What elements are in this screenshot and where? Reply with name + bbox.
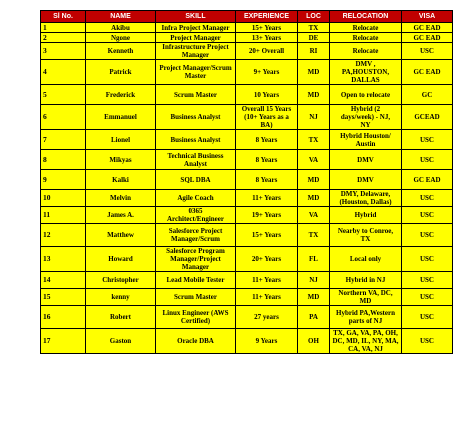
table-row [41, 247, 453, 272]
cell-loc[interactable]: DE [298, 33, 330, 43]
cell-relocation[interactable]: Hybrid (2 days/week) - NJ, NY [330, 105, 402, 130]
table-row [41, 150, 453, 170]
cell-visa[interactable]: USC [402, 43, 453, 60]
table-row [41, 85, 453, 105]
cell-skill[interactable]: Oracle DBA [156, 329, 236, 354]
table-row [41, 329, 453, 354]
cell-visa[interactable]: USC [402, 306, 453, 329]
cell-skill[interactable]: Agile Coach [156, 190, 236, 207]
cell-visa[interactable]: USC [402, 150, 453, 170]
header-row [41, 11, 453, 23]
cell-experience[interactable]: 27 years [236, 306, 298, 329]
cell-name[interactable]: Emmanuel [86, 105, 156, 130]
cell-sl-no[interactable]: 7 [41, 130, 86, 150]
cell-skill[interactable]: Infra Project Manager [156, 23, 236, 33]
cell-experience[interactable]: 15+ Years [236, 23, 298, 33]
header-loc[interactable]: LOC [298, 11, 330, 23]
cell-sl-no[interactable]: 13 [41, 247, 86, 272]
table-row [41, 33, 453, 43]
cell-loc[interactable]: NJ [298, 105, 330, 130]
cell-loc[interactable]: MD [298, 190, 330, 207]
cell-sl-no[interactable]: 16 [41, 306, 86, 329]
candidate-spreadsheet [40, 10, 452, 354]
cell-sl-no[interactable]: 9 [41, 170, 86, 190]
cell-experience[interactable]: 11+ Years [236, 272, 298, 289]
cell-experience[interactable]: 11+ Years [236, 190, 298, 207]
table-row [41, 170, 453, 190]
cell-sl-no[interactable]: 11 [41, 207, 86, 224]
cell-experience[interactable]: 9 Years [236, 329, 298, 354]
cell-name[interactable]: Patrick [86, 60, 156, 85]
cell-sl-no[interactable]: 4 [41, 60, 86, 85]
cell-name[interactable]: Melvin [86, 190, 156, 207]
cell-loc[interactable]: PA [298, 306, 330, 329]
cell-name[interactable]: Mikyas [86, 150, 156, 170]
cell-skill[interactable]: Scrum Master [156, 289, 236, 306]
cell-loc[interactable]: OH [298, 329, 330, 354]
cell-sl-no[interactable]: 2 [41, 33, 86, 43]
cell-visa[interactable]: USC [402, 207, 453, 224]
header-experience[interactable]: EXPERIENCE [236, 11, 298, 23]
cell-name[interactable]: kenny [86, 289, 156, 306]
cell-relocation[interactable]: Nearby to Conroe, TX [330, 224, 402, 247]
cell-relocation[interactable]: DMV [330, 150, 402, 170]
cell-experience[interactable]: 13+ Years [236, 33, 298, 43]
cell-relocation[interactable]: Relocate [330, 23, 402, 33]
cell-visa[interactable]: USC [402, 329, 453, 354]
cell-experience[interactable]: 19+ Years [236, 207, 298, 224]
table-row [41, 207, 453, 224]
header-visa[interactable]: VISA [402, 11, 453, 23]
cell-visa[interactable]: GC EAD [402, 23, 453, 33]
cell-experience[interactable]: 20+ Overall [236, 43, 298, 60]
table-row [41, 289, 453, 306]
table-row [41, 306, 453, 329]
cell-skill[interactable]: Salesforce Project Manager/Scrum [156, 224, 236, 247]
cell-experience[interactable]: 11+ Years [236, 289, 298, 306]
cell-name[interactable]: Christopher [86, 272, 156, 289]
cell-name[interactable]: Robert [86, 306, 156, 329]
cell-sl-no[interactable]: 14 [41, 272, 86, 289]
table-row [41, 272, 453, 289]
cell-experience[interactable]: 10 Years [236, 85, 298, 105]
cell-skill[interactable]: Technical Business Analyst [156, 150, 236, 170]
cell-loc[interactable]: TX [298, 224, 330, 247]
cell-relocation[interactable]: Hybrid in NJ [330, 272, 402, 289]
cell-loc[interactable]: NJ [298, 272, 330, 289]
cell-relocation[interactable]: Hybrid [330, 207, 402, 224]
cell-visa[interactable]: USC [402, 224, 453, 247]
cell-visa[interactable]: USC [402, 247, 453, 272]
cell-relocation[interactable]: Hybrid Houston/ Austin [330, 130, 402, 150]
cell-visa[interactable]: GC EAD [402, 170, 453, 190]
cell-loc[interactable]: TX [298, 130, 330, 150]
cell-visa[interactable]: USC [402, 190, 453, 207]
table-row [41, 224, 453, 247]
cell-name[interactable]: Kenneth [86, 43, 156, 60]
cell-skill[interactable]: Project Manager [156, 33, 236, 43]
cell-experience[interactable]: 20+ Years [236, 247, 298, 272]
table-row [41, 190, 453, 207]
cell-name[interactable]: Gaston [86, 329, 156, 354]
cell-relocation[interactable]: Open to relocate [330, 85, 402, 105]
cell-relocation[interactable]: DMV , PA,HOUSTON, DALLAS [330, 60, 402, 85]
cell-experience[interactable]: 8 Years [236, 130, 298, 150]
cell-sl-no[interactable]: 12 [41, 224, 86, 247]
cell-relocation[interactable]: Northern VA, DC, MD [330, 289, 402, 306]
cell-loc[interactable]: FL [298, 247, 330, 272]
cell-loc[interactable]: MD [298, 60, 330, 85]
cell-relocation[interactable]: Relocate [330, 33, 402, 43]
cell-visa[interactable]: USC [402, 130, 453, 150]
cell-loc[interactable]: TX [298, 23, 330, 33]
cell-name[interactable]: James A. [86, 207, 156, 224]
cell-visa[interactable]: GC EAD [402, 33, 453, 43]
candidate-table [40, 10, 453, 354]
cell-sl-no[interactable]: 6 [41, 105, 86, 130]
cell-experience[interactable]: 8 Years [236, 150, 298, 170]
cell-skill[interactable]: SQL DBA [156, 170, 236, 190]
cell-visa[interactable]: GC [402, 85, 453, 105]
cell-relocation[interactable]: DMV [330, 170, 402, 190]
table-row [41, 23, 453, 33]
cell-skill[interactable]: Scrum Master [156, 85, 236, 105]
cell-skill[interactable]: Salesforce Program Manager/Project Manager [156, 247, 236, 272]
cell-name[interactable]: Lionel [86, 130, 156, 150]
cell-sl-no[interactable]: 10 [41, 190, 86, 207]
header-name[interactable]: NAME [86, 11, 156, 23]
cell-relocation[interactable]: TX, GA, VA, PA, OH, DC, MD, IL, NY, MA, CA, VA, NJ [330, 329, 402, 354]
cell-skill[interactable]: Lead Mobile Tester [156, 272, 236, 289]
cell-experience[interactable]: 8 Years [236, 170, 298, 190]
table-row [41, 130, 453, 150]
cell-experience[interactable]: Overall 15 Years (10+ Years as a BA) [236, 105, 298, 130]
cell-relocation[interactable]: Relocate [330, 43, 402, 60]
table-row [41, 60, 453, 85]
cell-name[interactable]: Matthew [86, 224, 156, 247]
cell-loc[interactable]: MD [298, 170, 330, 190]
header-skill[interactable]: SKILL [156, 11, 236, 23]
cell-experience[interactable]: 9+ Years [236, 60, 298, 85]
cell-sl-no[interactable]: 5 [41, 85, 86, 105]
cell-skill[interactable]: Project Manager/Scrum Master [156, 60, 236, 85]
cell-relocation[interactable]: Hybrid PA,Western parts of NJ [330, 306, 402, 329]
cell-loc[interactable]: RI [298, 43, 330, 60]
cell-visa[interactable]: GC EAD [402, 60, 453, 85]
cell-experience[interactable]: 15+ Years [236, 224, 298, 247]
cell-visa[interactable]: GCEAD [402, 105, 453, 130]
cell-relocation[interactable]: Local only [330, 247, 402, 272]
cell-name[interactable]: Frederick [86, 85, 156, 105]
cell-relocation[interactable]: DMY, Delaware, (Houston, Dallas) [330, 190, 402, 207]
cell-skill[interactable]: 0365 Architect/Engineer [156, 207, 236, 224]
cell-name[interactable]: Kalki [86, 170, 156, 190]
table-row [41, 43, 453, 60]
cell-sl-no[interactable]: 8 [41, 150, 86, 170]
cell-skill[interactable]: Linux Engineer (AWS Certified) [156, 306, 236, 329]
cell-loc[interactable]: MD [298, 289, 330, 306]
cell-name[interactable]: Akibu [86, 23, 156, 33]
cell-loc[interactable]: MD [298, 85, 330, 105]
cell-skill[interactable]: Infrastructure Project Manager [156, 43, 236, 60]
header-relocation[interactable]: RELOCATION [330, 11, 402, 23]
cell-name[interactable]: Ngone [86, 33, 156, 43]
cell-loc[interactable]: VA [298, 207, 330, 224]
cell-skill[interactable]: Business Analyst [156, 130, 236, 150]
cell-name[interactable]: Howard [86, 247, 156, 272]
cell-sl-no[interactable]: 3 [41, 43, 86, 60]
cell-sl-no[interactable]: 15 [41, 289, 86, 306]
table-body [41, 23, 453, 354]
cell-loc[interactable]: VA [298, 150, 330, 170]
cell-sl-no[interactable]: 1 [41, 23, 86, 33]
cell-sl-no[interactable]: 17 [41, 329, 86, 354]
header-sl-no[interactable]: Sl No. [41, 11, 86, 23]
table-row [41, 105, 453, 130]
cell-skill[interactable]: Business Analyst [156, 105, 236, 130]
cell-visa[interactable]: USC [402, 289, 453, 306]
cell-visa[interactable]: USC [402, 272, 453, 289]
